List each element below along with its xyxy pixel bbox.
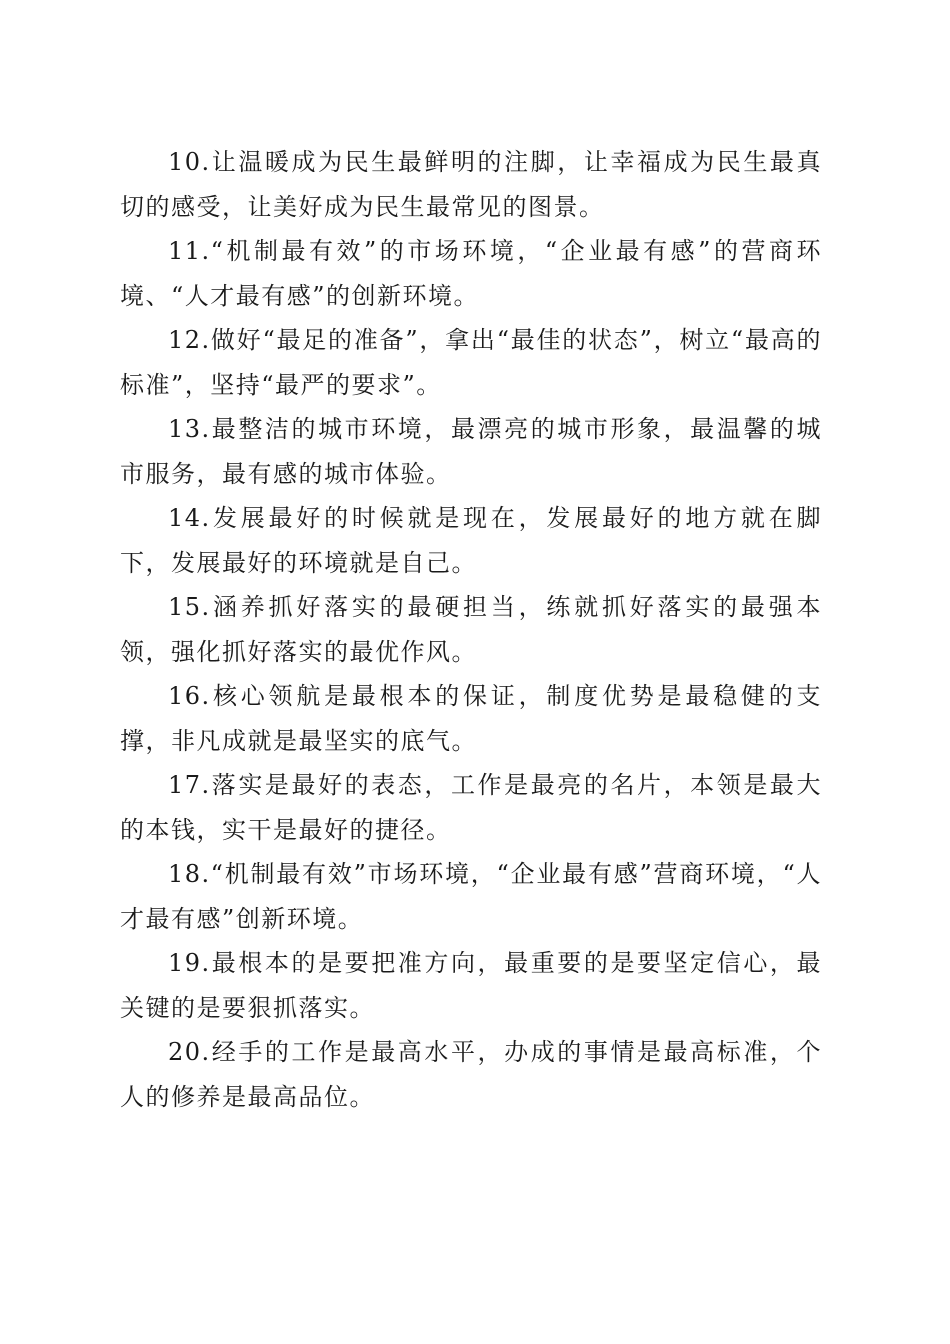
paragraph-20: 20.经手的工作是最高水平，办成的事情是最高标准，个人的修养是最高品位。: [120, 1038, 822, 1111]
paragraph-14: 14.发展最好的时候就是现在，发展最好的地方就在脚下，发展最好的环境就是自己。: [120, 504, 822, 577]
paragraph-10: 10.让温暖成为民生最鲜明的注脚，让幸福成为民生最真切的感受，让美好成为民生最常见的图景。: [120, 148, 822, 221]
paragraph-15: 15.涵养抓好落实的最硬担当，练就抓好落实的最强本领，强化抓好落实的最优作风。: [120, 593, 822, 666]
paragraph-19: 19.最根本的是要把准方向，最重要的是要坚定信心，最关键的是要狠抓落实。: [120, 949, 822, 1022]
document-body: [120, 140, 822, 1119]
paragraph-18: 18.“机制最有效”市场环境，“企业最有感”营商环境，“人才最有感”创新环境。: [120, 860, 822, 933]
paragraph-13: 13.最整洁的城市环境，最漂亮的城市形象，最温馨的城市服务，最有感的城市体验。: [120, 415, 822, 488]
paragraph-12: 12.做好“最足的准备”，拿出“最佳的状态”，树立“最高的标准”，坚持“最严的要求”。: [120, 326, 822, 399]
paragraph-11: 11.“机制最有效”的市场环境，“企业最有感”的营商环境、“人才最有感”的创新环境。: [120, 237, 822, 310]
paragraph-16: 16.核心领航是最根本的保证，制度优势是最稳健的支撑，非凡成就是最坚实的底气。: [120, 682, 822, 755]
paragraph-17: 17.落实是最好的表态，工作是最亮的名片，本领是最大的本钱，实干是最好的捷径。: [120, 771, 822, 844]
